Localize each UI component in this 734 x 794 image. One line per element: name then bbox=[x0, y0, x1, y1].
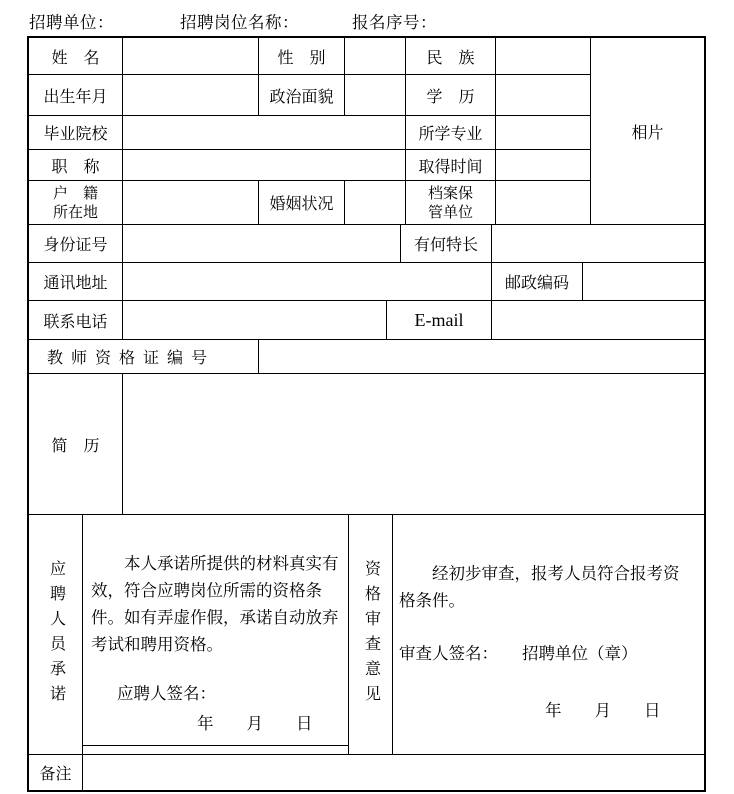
row-promise-review bbox=[29, 515, 704, 755]
professional-title-label: 职 称 bbox=[29, 150, 123, 180]
major-value-cell bbox=[496, 116, 590, 149]
promise-line-1: 本人承诺所提供的材料真实有 bbox=[124, 555, 339, 573]
archive-unit-label-line1: 档案保 bbox=[427, 184, 473, 202]
row-remarks bbox=[29, 755, 704, 790]
email-value-cell bbox=[492, 301, 704, 339]
resume-label: 简 历 bbox=[29, 374, 123, 514]
residence-label-line2: 所在地 bbox=[52, 203, 98, 221]
row-address bbox=[29, 263, 704, 301]
phone-label: 联系电话 bbox=[29, 301, 123, 339]
form-table bbox=[27, 36, 706, 792]
phone-value-cell bbox=[123, 301, 387, 339]
marital-status-value-cell bbox=[345, 181, 406, 224]
obtained-time-label: 取得时间 bbox=[406, 150, 496, 180]
residence-value-cell bbox=[123, 181, 259, 224]
specialty-label: 有何特长 bbox=[401, 225, 492, 262]
photo-cell bbox=[591, 38, 704, 224]
archive-unit-label-line2: 管单位 bbox=[427, 203, 473, 221]
ethnicity-value-cell bbox=[496, 38, 590, 74]
birth-date-value-cell bbox=[123, 75, 259, 115]
row-teacher-cert bbox=[29, 340, 704, 374]
teacher-cert-label: 教师资格证编号 bbox=[29, 340, 259, 373]
gender-label: 性 别 bbox=[259, 38, 345, 74]
row-school bbox=[29, 116, 590, 150]
education-value-cell bbox=[496, 75, 590, 115]
row-title bbox=[29, 150, 590, 181]
major-label: 所学专业 bbox=[406, 116, 496, 149]
review-date-label: 年 月 日 bbox=[545, 702, 661, 720]
political-status-label: 政治面貌 bbox=[259, 75, 345, 115]
promise-sign-label: 应聘人签名： bbox=[117, 685, 216, 703]
graduate-school-label: 毕业院校 bbox=[29, 116, 123, 149]
professional-title-value-cell bbox=[123, 150, 406, 180]
obtained-time-value-cell bbox=[496, 150, 590, 180]
header-employer-label: 招聘单位： bbox=[29, 14, 114, 32]
ethnicity-label: 民 族 bbox=[406, 38, 496, 74]
review-title: 资格审查意见 bbox=[362, 559, 380, 710]
promise-line-4: 考试和聘用资格。 bbox=[91, 636, 223, 654]
remarks-label: 备注 bbox=[29, 755, 83, 790]
education-label: 学 历 bbox=[406, 75, 496, 115]
marital-status-label: 婚姻状况 bbox=[259, 181, 345, 224]
review-content-cell bbox=[393, 515, 704, 754]
promise-title-cell bbox=[29, 515, 83, 754]
name-label: 姓 名 bbox=[29, 38, 123, 74]
name-value-cell bbox=[123, 38, 259, 74]
promise-line-3: 件。如有弄虚作假，承诺自动放弃 bbox=[91, 609, 339, 627]
archive-unit-label bbox=[406, 181, 496, 224]
row-phone bbox=[29, 301, 704, 340]
email-label: E-mail bbox=[387, 301, 492, 339]
promise-title: 应聘人员承诺 bbox=[47, 559, 65, 710]
id-number-label: 身份证号 bbox=[29, 225, 123, 262]
residence-label-line1: 户 籍 bbox=[52, 184, 98, 202]
row-resume bbox=[29, 374, 704, 515]
row-id-number bbox=[29, 225, 704, 263]
graduate-school-value-cell bbox=[123, 116, 406, 149]
birth-date-label: 出生年月 bbox=[29, 75, 123, 115]
gender-value-cell bbox=[345, 38, 406, 74]
promise-statement-box bbox=[83, 515, 348, 746]
review-line-2: 格条件。 bbox=[399, 592, 465, 610]
promise-content-cell bbox=[83, 515, 349, 754]
review-seal-label: 招聘单位（章） bbox=[522, 645, 638, 663]
review-sign-label: 审查人签名： bbox=[399, 645, 498, 663]
header-serial-label: 报名序号： bbox=[352, 14, 437, 32]
top-section bbox=[29, 38, 704, 225]
postal-code-value-cell bbox=[583, 263, 704, 300]
top-section-fields bbox=[29, 38, 591, 224]
row-birth bbox=[29, 75, 590, 116]
photo-label: 相片 bbox=[631, 124, 664, 142]
row-name bbox=[29, 38, 590, 75]
postal-code-label: 邮政编码 bbox=[492, 263, 583, 300]
review-title-cell bbox=[349, 515, 393, 754]
resume-value-cell bbox=[123, 374, 704, 514]
mailing-address-value-cell bbox=[123, 263, 492, 300]
promise-line-2: 效，符合应聘岗位所需的资格条 bbox=[91, 582, 322, 600]
political-status-value-cell bbox=[345, 75, 406, 115]
review-line-1: 经初步审查，报考人员符合报考资 bbox=[432, 565, 680, 583]
header-position-label: 招聘岗位名称： bbox=[180, 14, 299, 32]
teacher-cert-value-cell bbox=[259, 340, 704, 373]
remarks-value-cell bbox=[83, 755, 704, 790]
id-number-value-cell bbox=[123, 225, 401, 262]
mailing-address-label: 通讯地址 bbox=[29, 263, 123, 300]
residence-label bbox=[29, 181, 123, 224]
archive-unit-value-cell bbox=[496, 181, 590, 224]
promise-date-label: 年 月 日 bbox=[197, 715, 313, 733]
row-residence bbox=[29, 181, 590, 224]
specialty-value-cell bbox=[492, 225, 704, 262]
review-sign-row bbox=[399, 641, 696, 668]
